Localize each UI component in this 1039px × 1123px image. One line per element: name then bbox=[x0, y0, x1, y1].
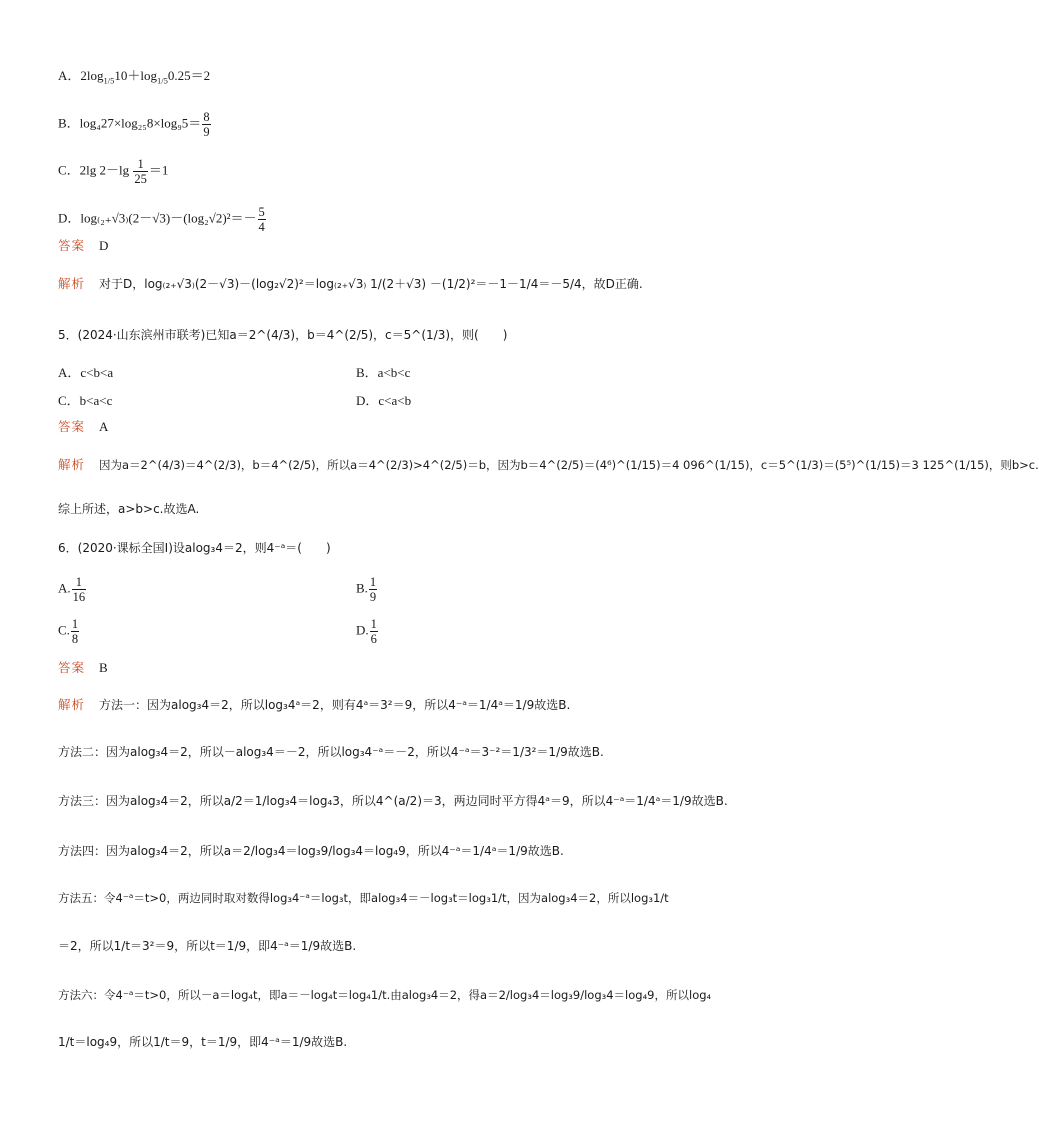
answer-label: 答案 bbox=[58, 419, 86, 434]
frac-den: 9 bbox=[369, 590, 377, 604]
q6-analysis-method6-line1: 方法六：令4⁻ᵃ＝t>0，所以－a＝log₄t，即a＝－log₄t＝log₄1/t.由alog₃4＝2，得a＝2/log₃4＝log₃9/log₃4＝log₄9，所以log₄ bbox=[58, 988, 712, 1002]
q4-option-b-text: B．log₄27×log₂₅8×log₉5＝ bbox=[58, 115, 202, 131]
frac-num: 1 bbox=[369, 575, 377, 589]
q6-option-b bbox=[356, 575, 378, 604]
analysis-text: 对于D，log₍₂₊√3₎(2－√3)－(log₂√2)²＝log₍₂₊√3₎ 1/(2＋√3) －(1/2)²＝－1－1/4＝－5/4，故D正确. bbox=[99, 277, 643, 291]
q6-option-a-fraction bbox=[72, 575, 87, 604]
q4-option-b-fraction bbox=[202, 110, 210, 139]
frac-num: 1 bbox=[71, 617, 79, 631]
answer-label: 答案 bbox=[58, 660, 86, 675]
answer-value: A bbox=[99, 419, 109, 434]
q6-answer bbox=[58, 659, 108, 677]
frac-den: 8 bbox=[71, 632, 79, 646]
q6-option-c-fraction bbox=[71, 617, 79, 646]
q6-analysis-method6-line2: 1/t＝log₄9，所以1/t＝9，t＝1/9，即4⁻ᵃ＝1/9故选B. bbox=[58, 1035, 348, 1049]
q6-analysis-method5-line1: 方法五：令4⁻ᵃ＝t>0，两边同时取对数得log₃4⁻ᵃ＝log₃t，即alog₃4＝－log₃t＝log₃1/t，因为alog₃4＝2，所以log₃1/t bbox=[58, 891, 669, 905]
answer-label: 答案 bbox=[58, 238, 86, 253]
q4-option-c-text: C．2lg 2－lg bbox=[58, 162, 130, 178]
option-letter: A. bbox=[58, 580, 71, 596]
q6-option-c bbox=[58, 617, 80, 646]
frac-num: 8 bbox=[203, 110, 210, 124]
q5-option-c: C．b<a<c bbox=[58, 393, 113, 408]
frac-num: 5 bbox=[258, 205, 265, 219]
q4-option-a-base2: 1/5 bbox=[157, 75, 168, 86]
q4-option-d-text: D．log₍₂₊√3₎(2－√3)－(log₂√2)²＝－ bbox=[58, 210, 257, 226]
frac-num: 1 bbox=[370, 617, 377, 631]
q6-analysis-method5-line2: ＝2，所以1/t＝3²＝9，所以t＝1/9，即4⁻ᵃ＝1/9故选B. bbox=[58, 939, 357, 953]
analysis-label: 解析 bbox=[58, 457, 86, 472]
q5-conclusion: 综上所述，a>b>c.故选A. bbox=[58, 502, 200, 516]
q6-analysis-method2: 方法二：因为alog₃4＝2，所以－alog₃4＝－2，所以log₃4⁻ᵃ＝－2，所以4⁻ᵃ＝3⁻²＝1/3²＝1/9故选B. bbox=[58, 745, 604, 759]
analysis-label: 解析 bbox=[58, 276, 86, 291]
q4-option-b bbox=[58, 110, 212, 139]
q6-analysis-method4: 方法四：因为alog₃4＝2，所以a＝2/log₃4＝log₃9/log₃4＝log₄9，所以4⁻ᵃ＝1/4ᵃ＝1/9故选B. bbox=[58, 844, 564, 858]
q4-option-c-end: ＝1 bbox=[148, 162, 169, 178]
q4-option-a-mid: 10＋log bbox=[114, 68, 158, 83]
q5-option-b: B．a<b<c bbox=[356, 365, 411, 380]
q4-option-d bbox=[58, 205, 267, 234]
q4-option-a bbox=[58, 67, 210, 85]
answer-value: B bbox=[99, 660, 108, 675]
frac-num: 1 bbox=[133, 157, 148, 172]
method1-text: 方法一：因为alog₃4＝2，所以log₃4ᵃ＝2，则有4ᵃ＝3²＝9，所以4⁻ᵃ＝1/4ᵃ＝1/9故选B. bbox=[99, 698, 571, 712]
frac-den: 4 bbox=[258, 220, 265, 234]
q5-stem: 5．(2024·山东滨州市联考)已知a＝2^(4/3)，b＝4^(2/5)，c＝5^(1/3)，则( ) bbox=[58, 328, 508, 342]
q6-option-b-fraction bbox=[369, 575, 377, 604]
q6-stem: 6．(2020·课标全国Ⅰ)设alog₃4＝2，则4⁻ᵃ＝( ) bbox=[58, 541, 331, 555]
option-letter: D. bbox=[356, 622, 369, 638]
q6-analysis-method1 bbox=[58, 696, 570, 714]
frac-num: 1 bbox=[72, 575, 87, 590]
q6-option-a bbox=[58, 575, 87, 604]
frac-den: 6 bbox=[370, 632, 377, 646]
q5-option-d: D．c<a<b bbox=[356, 393, 412, 408]
q4-option-a-text: A．2log bbox=[58, 68, 104, 83]
q6-option-d bbox=[356, 617, 379, 646]
q6-analysis-method3: 方法三：因为alog₃4＝2，所以a/2＝1/log₃4＝log₄3，所以4^(a/2)＝3，两边同时平方得4ᵃ＝9，所以4⁻ᵃ＝1/4ᵃ＝1/9故选B. bbox=[58, 794, 728, 808]
analysis-text: 因为a＝2^(4/3)＝4^(2/3)，b＝4^(2/5)，所以a＝4^(2/3)>4^(2/5)＝b，因为b＝4^(2/5)＝(4⁶)^(1/15)＝4 096^(1/15)，c＝5^(1/3)＝(5⁵)^(1/15)＝3 125^(1/15)，则b>c. bbox=[99, 458, 1039, 472]
option-letter: C. bbox=[58, 622, 70, 638]
q4-option-a-base: 1/5 bbox=[103, 75, 115, 86]
analysis-label: 解析 bbox=[58, 697, 86, 712]
q5-answer bbox=[58, 418, 108, 436]
answer-value: D bbox=[99, 238, 109, 253]
q6-option-d-fraction bbox=[370, 617, 378, 646]
frac-den: 16 bbox=[72, 590, 86, 604]
q4-option-d-fraction bbox=[258, 205, 266, 234]
q5-analysis bbox=[58, 456, 1039, 474]
q4-analysis bbox=[58, 275, 643, 293]
option-letter: B. bbox=[356, 580, 368, 596]
q4-option-c-fraction bbox=[133, 157, 148, 186]
q4-answer bbox=[58, 237, 108, 255]
q5-option-a: A．c<b<a bbox=[58, 365, 114, 380]
frac-den: 9 bbox=[203, 125, 210, 139]
frac-den: 25 bbox=[134, 172, 147, 186]
q4-option-c bbox=[58, 157, 168, 186]
q4-option-a-end: 0.25＝2 bbox=[167, 68, 211, 83]
